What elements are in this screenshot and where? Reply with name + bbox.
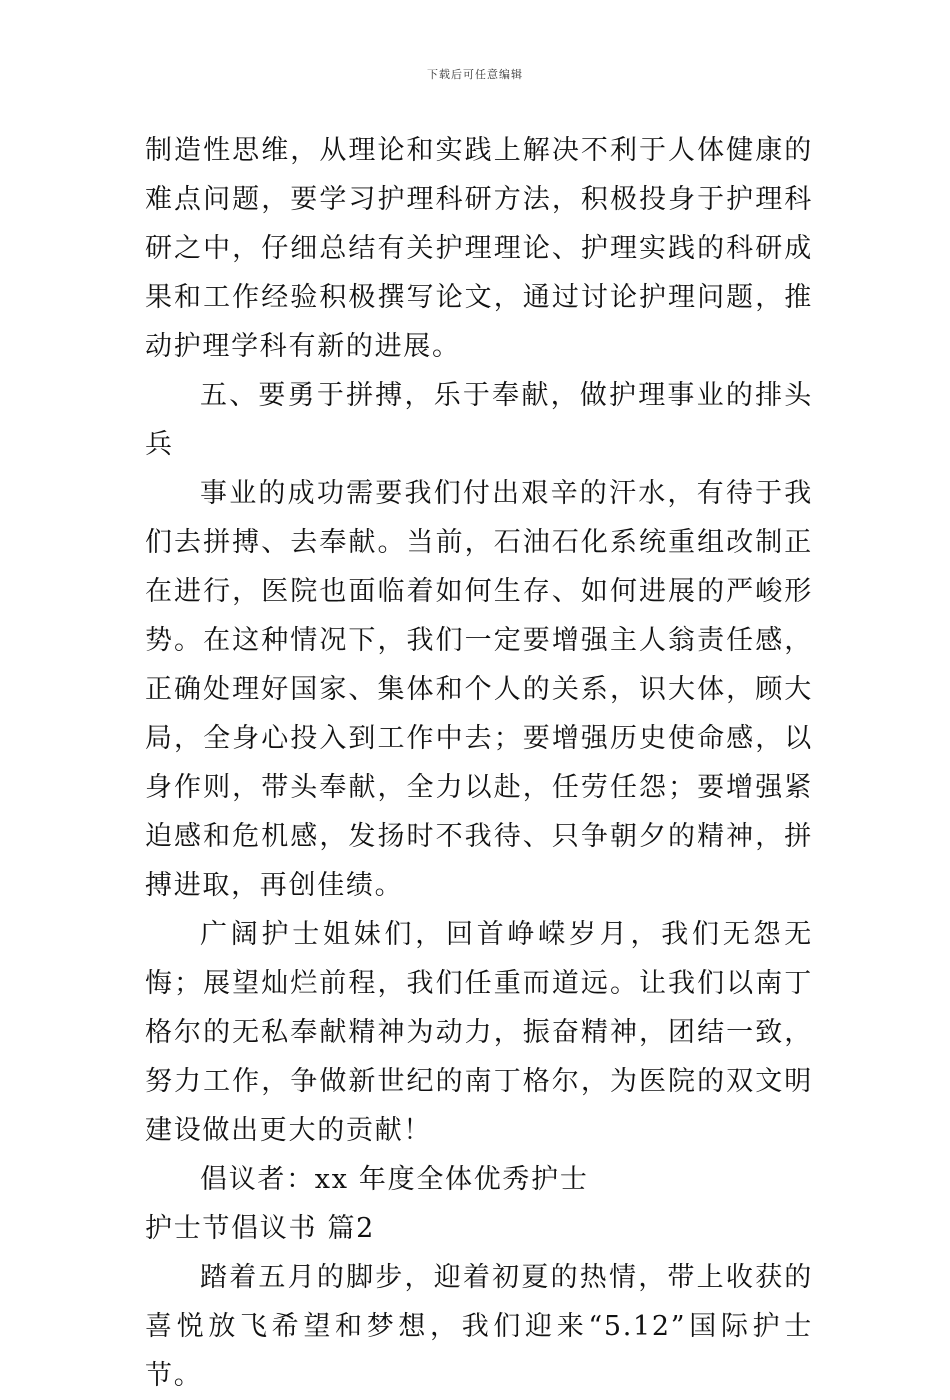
paragraph-appeal: 广阔护士姐妹们，回首峥嵘岁月，我们无怨无悔；展望灿烂前程，我们任重而道远。让我们以南丁格尔的无私奉献精神为动力，振奋精神，团结一致，努力工作，争做新世纪的南丁格尔，为医院的双文明建设做出更大的贡献！ — [145, 919, 813, 1146]
section-heading-five: 五、要勇于拼搏，乐于奉献，做护理事业的排头兵 — [145, 380, 813, 460]
paragraph-continuation: 制造性思维，从理论和实践上解决不利于人体健康的难点问题，要学习护理科研方法，积极投身于护理科研之中，仔细总结有关护理理论、护理实践的科研成果和工作经验积极撰写论文，通过讨论护理问题，推动护理学科有新的进展。 — [145, 135, 813, 362]
signature-line: 倡议者：xx 年度全体优秀护士 — [200, 1164, 589, 1195]
article-title: 护士节倡议书 篇2 — [145, 1213, 376, 1244]
document-body — [145, 126, 813, 1400]
paragraph-dedication: 事业的成功需要我们付出艰辛的汗水，有待于我们去拼搏、去奉献。当前，石油石化系统重组改制正在进行，医院也面临着如何生存、如何进展的严峻形势。在这种情况下，我们一定要增强主人翁责任感，正确处理好国家、集体和个人的关系，识大体，顾大局，全身心投入到工作中去；要增强历史使命感，以身作则，带头奉献，全力以赴，任劳任怨；要增强紧迫感和危机感，发扬时不我待、只争朝夕的精神，拼搏进取，再创佳绩。 — [145, 478, 813, 901]
paragraph-intro: 踏着五月的脚步，迎着初夏的热情，带上收获的喜悦放飞希望和梦想，我们迎来“5.12”国际护士节。 — [145, 1262, 813, 1391]
header-note: 下载后可任意编辑 — [427, 68, 523, 81]
